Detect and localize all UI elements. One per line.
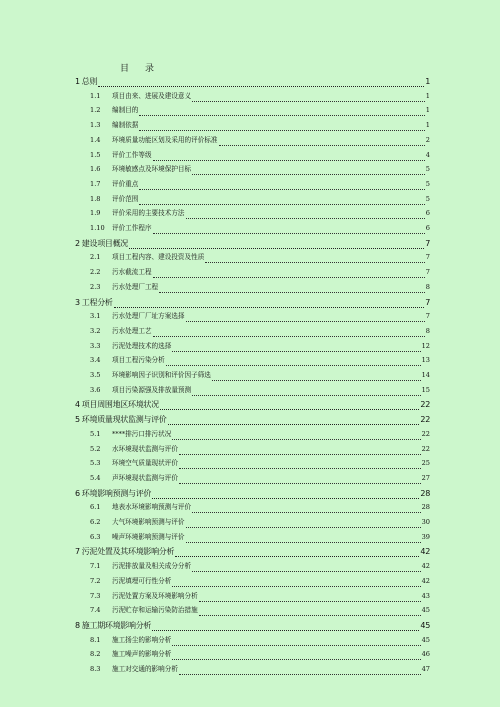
toc-entry-title: 环境质量现状监测与评价 xyxy=(81,415,167,425)
toc-dot-leader xyxy=(153,153,425,161)
toc-entry-page: 7 xyxy=(425,297,430,307)
toc-entry-page: 7 xyxy=(425,268,430,277)
toc-section-entry[interactable] xyxy=(90,517,430,528)
toc-dot-leader xyxy=(172,344,420,352)
toc-dot-leader xyxy=(186,211,425,219)
toc-entry-title: 污泥贮存和运输污染防治措施 xyxy=(112,606,198,615)
toc-entry-title: ****排污口排污状况 xyxy=(112,429,172,438)
toc-entry-page: 7 xyxy=(425,312,430,321)
toc-section-entry[interactable] xyxy=(90,91,430,102)
toc-entry-number: 3.5 xyxy=(90,371,101,379)
toc-entry-page: 42 xyxy=(420,547,430,557)
toc-dot-leader xyxy=(192,505,420,513)
toc-entry-number: 5.2 xyxy=(90,444,101,453)
toc-section-entry[interactable] xyxy=(90,444,430,455)
toc-entry-title: 污泥处置及其环境影响分析 xyxy=(81,547,175,557)
toc-dot-leader xyxy=(166,358,421,366)
toc-entry-page: 22 xyxy=(421,444,430,453)
toc-dot-leader xyxy=(199,608,421,616)
toc-entry-number: 3.3 xyxy=(90,341,101,350)
toc-entry-number: 2 xyxy=(75,238,80,248)
toc-chapter-entry[interactable] xyxy=(75,620,430,631)
toc-section-entry[interactable] xyxy=(90,385,430,396)
toc-dot-leader xyxy=(212,373,421,381)
toc-entry-page: 43 xyxy=(421,591,430,600)
toc-entry-number: 1.4 xyxy=(90,135,101,144)
toc-entry-number: 6 xyxy=(75,488,80,498)
toc-entry-title: 项目工程内容、建设投资及性质 xyxy=(112,253,205,262)
toc-entry-number: 5.4 xyxy=(90,473,101,482)
toc-entry-page: 12 xyxy=(421,341,430,350)
toc-entry-title: 大气环境影响预测与评价 xyxy=(112,518,185,526)
toc-section-entry[interactable] xyxy=(90,341,430,352)
toc-dot-leader xyxy=(172,652,420,660)
toc-entry-page: 8 xyxy=(425,282,430,291)
toc-chapter-entry[interactable] xyxy=(75,238,430,249)
toc-entry-title: 评价重点 xyxy=(112,179,139,188)
toc-entry-title: 环境空气质量现状评价 xyxy=(112,459,178,468)
toc-entry-number: 2.3 xyxy=(90,282,101,291)
toc-entry-number: 1.10 xyxy=(90,224,105,232)
toc-section-entry[interactable] xyxy=(90,105,430,116)
toc-entry-page: 28 xyxy=(420,488,430,498)
toc-section-entry[interactable] xyxy=(90,370,430,381)
toc-entry-page: 30 xyxy=(421,518,430,526)
toc-entry-title: 施工对交通的影响分析 xyxy=(112,665,178,673)
toc-entry-number: 1.3 xyxy=(90,121,101,130)
toc-entry-number: 7 xyxy=(75,547,80,557)
toc-chapter-entry[interactable] xyxy=(75,546,430,557)
toc-dot-leader xyxy=(152,622,419,631)
toc-entry-number: 4 xyxy=(75,400,80,410)
toc-section-entry[interactable] xyxy=(90,120,430,131)
toc-entry-page: 1 xyxy=(425,106,430,115)
toc-entry-title: 编制目的 xyxy=(112,106,139,115)
toc-entry-page: 47 xyxy=(421,665,430,673)
toc-entry-page: 39 xyxy=(421,532,430,541)
toc-entry-number: 7.1 xyxy=(90,562,101,571)
toc-entry-title: 施工噪声的影响分析 xyxy=(112,650,172,659)
toc-entry-number: 1 xyxy=(75,77,80,86)
toc-entry-number: 7.2 xyxy=(90,576,101,585)
toc-entry-page: 13 xyxy=(421,356,430,365)
toc-entry-title: 项目周围地区环境状况 xyxy=(81,400,159,410)
toc-entry-title: 施工期环境影响分析 xyxy=(81,620,152,630)
toc-dot-leader xyxy=(172,432,420,440)
toc-entry-title: 项目污染源强及排放量预测 xyxy=(112,385,192,394)
toc-entry-number: 5.1 xyxy=(90,429,101,438)
toc-chapter-entry[interactable] xyxy=(75,399,430,410)
toc-dot-leader xyxy=(168,416,420,425)
toc-section-entry[interactable] xyxy=(90,164,430,175)
toc-entry-page: 25 xyxy=(421,459,430,468)
toc-entry-page: 46 xyxy=(421,650,430,659)
toc-entry-page: 7 xyxy=(425,238,430,248)
toc-entry-page: 6 xyxy=(425,224,430,232)
toc-dot-leader xyxy=(159,285,425,293)
toc-entry-number: 8 xyxy=(75,620,80,630)
toc-dot-leader xyxy=(179,447,421,455)
toc-entry-title: 水环境现状监测与评价 xyxy=(112,444,178,453)
toc-dot-leader xyxy=(139,182,424,190)
toc-dot-leader xyxy=(219,138,425,146)
toc-entry-number: 6.3 xyxy=(90,532,101,541)
toc-entry-number: 5.3 xyxy=(90,459,101,468)
toc-chapter-entry[interactable] xyxy=(75,414,430,425)
toc-entry-number: 8.3 xyxy=(90,665,101,673)
toc-entry-title: 污水处理工艺 xyxy=(112,326,152,335)
toc-entry-number: 6.1 xyxy=(90,503,101,512)
toc-entry-title: 污泥处理技术的选择 xyxy=(112,341,172,350)
toc-dot-leader xyxy=(192,94,425,102)
toc-entry-title: 污水截流工程 xyxy=(112,268,152,277)
toc-entry-title: 总则 xyxy=(81,77,98,86)
toc-entry-page: 2 xyxy=(425,135,430,144)
toc-dot-leader xyxy=(172,579,420,587)
toc-section-entry[interactable] xyxy=(90,150,430,161)
toc-dot-leader xyxy=(199,594,421,602)
toc-dot-leader xyxy=(129,240,424,249)
toc-entry-page: 42 xyxy=(421,562,430,571)
toc-section-entry[interactable] xyxy=(90,458,430,469)
toc-entry-page: 5 xyxy=(425,179,430,188)
toc-entry-number: 7.3 xyxy=(90,591,101,600)
toc-entry-title: 声环境现状监测与评价 xyxy=(112,473,178,482)
toc-chapter-entry[interactable] xyxy=(75,76,430,87)
toc-section-entry[interactable] xyxy=(90,179,430,190)
toc-entry-page: 45 xyxy=(421,606,430,615)
toc-entry-title: 评价工作等级 xyxy=(112,150,152,159)
toc-entry-number: 1.1 xyxy=(90,91,101,100)
toc-dot-leader xyxy=(139,108,424,116)
toc-entry-page: 5 xyxy=(425,165,430,174)
toc-dot-leader xyxy=(172,638,420,646)
toc-entry-number: 1.5 xyxy=(90,150,101,159)
toc-entry-title: 项目由来、进展及建设意义 xyxy=(112,91,192,100)
toc-entry-title: 评价采用的主要技术方法 xyxy=(112,209,185,218)
toc-section-entry[interactable] xyxy=(90,311,430,322)
toc-section-entry[interactable] xyxy=(90,605,430,616)
toc-entry-page: 1 xyxy=(425,77,430,86)
toc-section-entry[interactable] xyxy=(90,649,430,660)
toc-section-entry[interactable] xyxy=(90,635,430,646)
toc-entry-title: 污泥排放量及相关成分分析 xyxy=(112,562,192,571)
toc-entry-page: 22 xyxy=(420,415,430,425)
toc-entry-page: 6 xyxy=(425,209,430,218)
toc-entry-number: 5 xyxy=(75,415,80,425)
toc-dot-leader xyxy=(153,270,425,278)
toc-section-entry[interactable] xyxy=(90,135,430,146)
toc-entry-title: 施工扬尘的影响分析 xyxy=(112,635,172,644)
toc-dot-leader xyxy=(153,329,425,337)
toc-dot-leader xyxy=(186,535,421,543)
toc-entry-number: 3 xyxy=(75,297,80,307)
toc-entry-title: 污泥处置方案及环境影响分析 xyxy=(112,591,198,600)
toc-dot-leader xyxy=(192,167,425,175)
toc-entry-number: 8.1 xyxy=(90,635,101,644)
toc-section-entry[interactable] xyxy=(90,267,430,278)
toc-chapter-entry[interactable] xyxy=(75,488,430,499)
toc-entry-title: 评价范围 xyxy=(112,194,139,203)
toc-entry-page: 14 xyxy=(421,371,430,379)
toc-section-entry[interactable] xyxy=(90,473,430,484)
toc-entry-number: 3.4 xyxy=(90,356,101,365)
toc-title-char-2: 录 xyxy=(145,64,155,74)
toc-entry-page: 45 xyxy=(420,620,430,630)
toc-entry-number: 2.1 xyxy=(90,253,101,262)
toc-dot-leader xyxy=(179,667,421,675)
toc-dot-leader xyxy=(179,476,421,484)
toc-section-entry[interactable] xyxy=(90,561,430,572)
toc-dot-leader xyxy=(186,520,421,528)
toc-dot-leader xyxy=(139,123,424,131)
toc-dot-leader xyxy=(186,314,425,322)
toc-entry-title: 项目工程污染分析 xyxy=(112,356,165,365)
toc-dot-leader xyxy=(153,226,425,234)
toc-dot-leader xyxy=(160,401,420,410)
toc-entry-page: 5 xyxy=(425,194,430,203)
toc-entry-number: 1.2 xyxy=(90,106,101,115)
toc-entry-page: 45 xyxy=(421,635,430,644)
toc-section-entry[interactable] xyxy=(90,664,430,675)
toc-entry-title: 地表水环境影响预测与评价 xyxy=(112,503,192,512)
toc-title-char-1: 目 xyxy=(120,64,130,74)
toc-entry-title: 污泥填埋可行性分析 xyxy=(112,576,172,585)
toc-entry-page: 22 xyxy=(421,429,430,438)
toc-dot-leader xyxy=(139,197,424,205)
toc-entry-page: 42 xyxy=(421,576,430,585)
toc-entry-page: 27 xyxy=(421,473,430,482)
toc-entry-title: 环境质量功能区划及采用的评价标准 xyxy=(112,135,218,144)
toc-entry-number: 3.2 xyxy=(90,326,101,335)
toc-entry-number: 6.2 xyxy=(90,518,101,526)
toc-entry-number: 1.6 xyxy=(90,165,101,174)
toc-section-entry[interactable] xyxy=(90,429,430,440)
toc-entry-number: 3.6 xyxy=(90,385,101,394)
toc-entry-page: 7 xyxy=(425,253,430,262)
toc-section-entry[interactable] xyxy=(90,223,430,234)
toc-entry-title: 噪声环境影响预测与评价 xyxy=(112,532,185,541)
toc-entry-number: 2.2 xyxy=(90,268,101,277)
toc-entry-title: 环境影响预测与评价 xyxy=(81,488,152,498)
toc-dot-leader xyxy=(152,490,419,499)
toc-entry-number: 7.4 xyxy=(90,606,101,615)
toc-dot-leader xyxy=(175,548,419,557)
toc-entry-page: 1 xyxy=(425,121,430,130)
toc-dot-leader xyxy=(98,78,424,87)
toc-entry-title: 污水处理厂工程 xyxy=(112,282,159,291)
toc-dot-leader xyxy=(192,564,420,572)
toc-entry-page: 22 xyxy=(420,400,430,410)
toc-entry-title: 评价工作程序 xyxy=(112,224,152,232)
toc-section-entry[interactable] xyxy=(90,355,430,366)
toc-entry-title: 编制依据 xyxy=(112,121,139,130)
toc-section-entry[interactable] xyxy=(90,282,430,293)
toc-section-entry[interactable] xyxy=(90,532,430,543)
toc-dot-leader xyxy=(205,255,424,263)
toc-entry-number: 1.9 xyxy=(90,209,101,218)
toc-section-entry[interactable] xyxy=(90,326,430,337)
toc-entry-number: 8.2 xyxy=(90,650,101,659)
toc-entry-page: 1 xyxy=(425,91,430,100)
toc-entry-number: 1.8 xyxy=(90,194,101,203)
toc-dot-leader xyxy=(192,388,420,396)
toc-section-entry[interactable] xyxy=(90,502,430,513)
toc-entry-title: 建设项目概况 xyxy=(81,238,128,248)
toc-entry-page: 28 xyxy=(421,503,430,512)
toc-entry-title: 污水处理厂厂址方案选择 xyxy=(112,312,185,321)
toc-dot-leader xyxy=(114,299,425,308)
toc-dot-leader xyxy=(179,461,421,469)
toc-section-entry[interactable] xyxy=(90,194,430,205)
toc-entry-title: 工程分析 xyxy=(81,297,113,307)
toc-entry-title: 环境影响因子识别和评价因子筛选 xyxy=(112,371,211,379)
toc-section-entry[interactable] xyxy=(90,252,430,263)
toc-section-entry[interactable] xyxy=(90,208,430,219)
toc-entry-page: 8 xyxy=(425,326,430,335)
toc-section-entry[interactable] xyxy=(90,576,430,587)
toc-entry-title: 环境敏感点及环境保护目标 xyxy=(112,165,192,174)
toc-entry-page: 15 xyxy=(421,385,430,394)
toc-chapter-entry[interactable] xyxy=(75,297,430,308)
toc-entry-number: 3.1 xyxy=(90,312,101,321)
toc-entry-page: 4 xyxy=(425,150,430,159)
toc-entry-number: 1.7 xyxy=(90,179,101,188)
toc-section-entry[interactable] xyxy=(90,591,430,602)
